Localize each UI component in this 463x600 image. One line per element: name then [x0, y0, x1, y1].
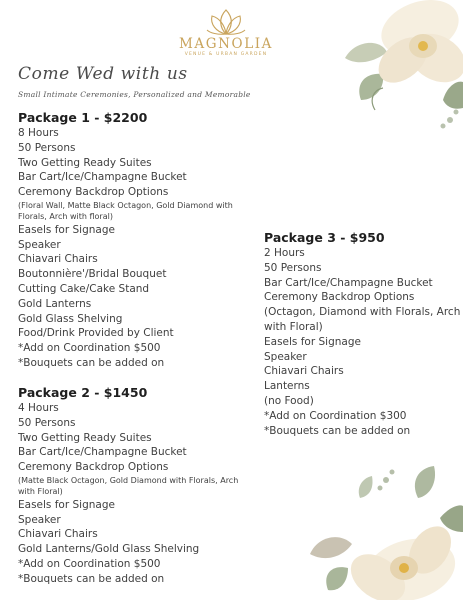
list-item: Ceremony Backdrop Options: [264, 291, 415, 304]
brand-name: MAGNOLIA: [178, 36, 274, 52]
magnolia-flower-logo-icon: [206, 8, 246, 36]
list-item: Two Getting Ready Suites: [18, 431, 152, 444]
list-item: Boutonnière'/Bridal Bouquet: [18, 268, 167, 281]
list-item: Chiavari Chairs: [18, 253, 98, 266]
list-item: (Octagon, Diamond with Florals, Arch with Floral): [264, 306, 461, 333]
list-item: 8 Hours: [18, 127, 59, 139]
list-item: Gold Lanterns: [18, 297, 92, 310]
package-title: Package 1 - $2200: [18, 110, 148, 125]
list-item: Speaker: [18, 513, 61, 526]
page-title: Come Wed with us: [18, 64, 188, 84]
list-item: 50 Persons: [264, 261, 322, 274]
list-item: Easels for Signage: [18, 498, 115, 511]
list-item: Bar Cart/Ice/Champagne Bucket: [18, 171, 187, 184]
berry-sprig-icon: [441, 110, 459, 129]
list-item: Lanterns: [264, 380, 310, 393]
package-title: Package 3 - $950: [264, 230, 385, 245]
list-item: Two Getting Ready Suites: [18, 156, 152, 169]
list-item: *Bouquets can be added on: [18, 356, 165, 369]
package-2: [18, 384, 248, 587]
list-item: *Bouquets can be added on: [264, 424, 411, 437]
list-item: Easels for Signage: [264, 335, 361, 348]
page-subtitle: Small Intimate Ceremonies, Personalized and Memorable: [18, 90, 251, 99]
list-item: Ceremony Backdrop Options: [18, 186, 169, 199]
list-item: 50 Persons: [18, 141, 76, 154]
magnolia-blossom-icon: [370, 0, 463, 92]
brand-tagline: VENUE & URBAN GARDEN: [184, 52, 268, 57]
list-item: 2 Hours: [264, 247, 305, 259]
list-item: *Bouquets can be added on: [18, 572, 165, 585]
list-item: 4 Hours: [18, 402, 59, 414]
list-item: *Add on Coordination $300: [264, 409, 407, 422]
magnolia-logo: [170, 8, 282, 58]
list-item: Speaker: [264, 350, 307, 363]
list-item: Cutting Cake/Cake Stand: [18, 282, 150, 295]
list-item: (no Food): [264, 394, 314, 407]
list-item: Easels for Signage: [18, 223, 115, 236]
list-item: Gold Lanterns/Gold Glass Shelving: [18, 543, 200, 556]
list-item: Bar Cart/Ice/Champagne Bucket: [18, 446, 187, 459]
package-1: [18, 109, 264, 371]
list-item: Gold Glass Shelving: [18, 312, 123, 325]
backdrop-options-note: (Floral Wall, Matte Black Octagon, Gold Diamond with Florals, Arch with floral): [18, 200, 233, 222]
list-item: *Add on Coordination $500: [18, 557, 161, 570]
list-item: Chiavari Chairs: [264, 365, 344, 378]
magnolia-flowers-bottom-right: [300, 458, 463, 600]
backdrop-options-note: (Matte Black Octagon, Gold Diamond with Florals, Arch with Floral): [18, 475, 239, 497]
magnolia-flowers-top-right: [325, 0, 463, 132]
package-3: [264, 229, 463, 438]
list-item: Chiavari Chairs: [18, 528, 98, 541]
list-item: 50 Persons: [18, 416, 76, 429]
list-item: Bar Cart/Ice/Champagne Bucket: [264, 276, 433, 289]
list-item: Speaker: [18, 238, 61, 251]
list-item: Food/Drink Provided by Client: [18, 327, 174, 340]
berry-sprig-icon: [378, 470, 395, 491]
magnolia-blossom-icon: [342, 518, 462, 600]
list-item: *Add on Coordination $500: [18, 342, 161, 355]
package-title: Package 2 - $1450: [18, 385, 148, 400]
list-item: Ceremony Backdrop Options: [18, 461, 169, 474]
